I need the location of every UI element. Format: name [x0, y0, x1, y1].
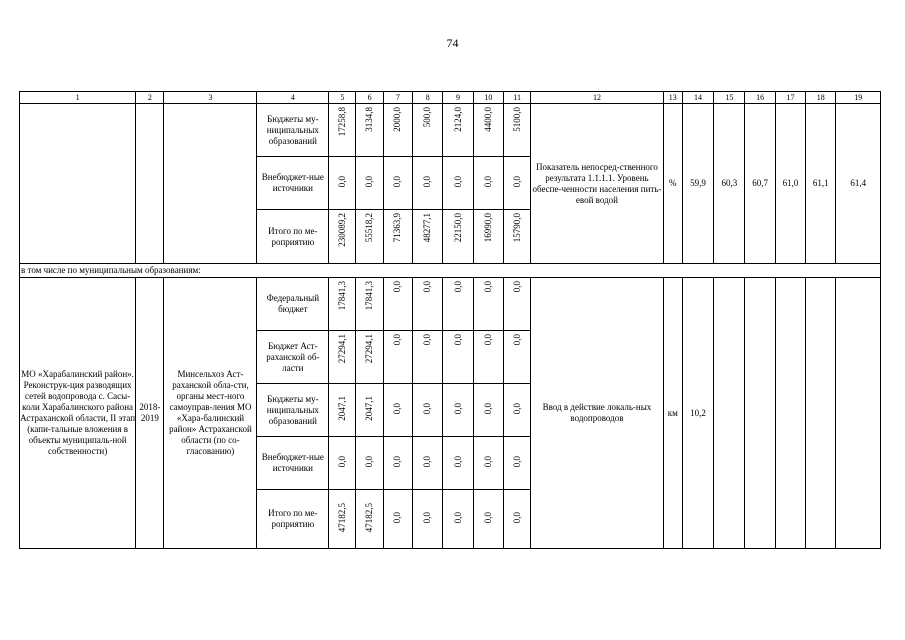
funding-value: 4400,0: [482, 107, 493, 132]
funding-value: 2047,1: [364, 396, 375, 421]
funding-value-cell: [413, 157, 443, 210]
funding-value-cell: [413, 384, 443, 437]
budget-table: [19, 91, 881, 549]
funding-value: 15790,0: [511, 213, 522, 243]
funding-value: 17841,3: [336, 281, 347, 311]
funding-value: 0,0: [452, 281, 463, 293]
funding-value: 27294,1: [364, 334, 375, 364]
funding-value-cell: [383, 278, 412, 331]
funding-value: 0,0: [511, 455, 522, 468]
column-number: 5: [329, 92, 356, 104]
indicator-target-empty: [836, 278, 881, 549]
funding-value-cell: [383, 210, 412, 264]
funding-value-cell: [329, 331, 356, 384]
column-number: 14: [682, 92, 713, 104]
funding-value: 0,0: [392, 402, 403, 415]
funding-value: 0,0: [452, 402, 463, 415]
funding-value: 0,0: [422, 402, 433, 415]
indicator-target: 61,1: [806, 104, 836, 264]
funding-value-cell: [413, 104, 443, 157]
funding-value: 0,0: [452, 511, 463, 524]
column-number: 4: [257, 92, 329, 104]
funding-value: 0,0: [511, 281, 522, 293]
funding-source: Бюджеты му-ниципальных образований: [257, 384, 329, 437]
funding-value-cell: [443, 210, 473, 264]
funding-value-cell: [473, 437, 503, 490]
column-number: 6: [356, 92, 383, 104]
indicator-target-empty: [745, 278, 775, 549]
indicator-target-empty: [714, 278, 745, 549]
funding-value: 0,0: [452, 175, 463, 188]
funding-value-cell: [329, 278, 356, 331]
funding-value-cell: [504, 104, 531, 157]
funding-value-cell: [473, 278, 503, 331]
funding-value: 0,0: [392, 175, 403, 188]
funding-value-cell: [504, 278, 531, 331]
indicator-target: 60,3: [714, 104, 745, 264]
funding-value-cell: [329, 104, 356, 157]
funding-value-cell: [504, 437, 531, 490]
funding-value-cell: [356, 104, 383, 157]
funding-value: 0,0: [482, 334, 493, 346]
funding-value-cell: [473, 490, 503, 549]
funding-value: 0,0: [422, 281, 433, 293]
funding-value-cell: [356, 384, 383, 437]
funding-value-cell: [504, 384, 531, 437]
funding-value: 47182,5: [364, 502, 375, 533]
period: 2018-2019: [136, 278, 164, 549]
funding-value: 0,0: [482, 402, 493, 415]
funding-value-cell: [443, 437, 473, 490]
funding-value: 0,0: [422, 455, 433, 468]
column-number: 2: [136, 92, 164, 104]
funding-value: 2000,0: [392, 107, 403, 132]
column-number: 15: [714, 92, 745, 104]
executor: Минсельхоз Аст-раханской обла-сти, органы мест-ного самоуправ-ления МО «Хара-балинский район» Астраханской области (по со-гласованию): [164, 278, 257, 549]
column-number: 1: [20, 92, 136, 104]
funding-value-cell: [329, 210, 356, 264]
funding-value: 2124,0: [452, 107, 463, 132]
funding-value-cell: [383, 384, 412, 437]
funding-value: 0,0: [511, 175, 522, 188]
funding-value-cell: [356, 157, 383, 210]
funding-value-cell: [356, 331, 383, 384]
funding-value-cell: [413, 437, 443, 490]
column-number: 19: [836, 92, 881, 104]
funding-value: 0,0: [364, 455, 375, 468]
funding-value-cell: [504, 331, 531, 384]
funding-value: 0,0: [364, 175, 375, 188]
funding-value: 0,0: [422, 511, 433, 524]
column-number: 18: [806, 92, 836, 104]
funding-value-cell: [356, 210, 383, 264]
funding-source: Бюджеты му-ниципальных образований: [257, 104, 329, 157]
page-number: 74: [446, 36, 459, 50]
funding-value-cell: [443, 157, 473, 210]
indicator-target: 59,9: [682, 104, 713, 264]
funding-value-cell: [473, 157, 503, 210]
column-number: 7: [383, 92, 412, 104]
funding-value-cell: [413, 331, 443, 384]
funding-value-cell: [383, 157, 412, 210]
funding-value: 0,0: [511, 402, 522, 415]
funding-value: 0,0: [482, 281, 493, 293]
funding-value: 5100,0: [511, 107, 522, 132]
funding-value: 0,0: [511, 511, 522, 524]
funding-value: 0,0: [452, 455, 463, 468]
funding-value: 16990,0: [482, 213, 493, 243]
funding-value-cell: [356, 278, 383, 331]
funding-value: 0,0: [392, 281, 403, 293]
funding-value: 0,0: [511, 334, 522, 346]
section-label: в том числе по муниципальным образованиям:: [20, 264, 881, 278]
funding-value-cell: [473, 104, 503, 157]
funding-value: 55518,2: [364, 213, 375, 243]
funding-value-cell: [329, 157, 356, 210]
funding-value: 230089,2: [336, 213, 347, 247]
indicator-unit: км: [663, 278, 682, 549]
table-row: [20, 104, 881, 157]
funding-value-cell: [443, 384, 473, 437]
funding-value-cell: [443, 331, 473, 384]
funding-value-cell: [504, 157, 531, 210]
indicator-name: Ввод в действие локаль-ных водопроводов: [531, 278, 663, 549]
funding-value-cell: [443, 490, 473, 549]
indicator-unit: %: [663, 104, 682, 264]
funding-value-cell: [443, 104, 473, 157]
column-number: 13: [663, 92, 682, 104]
indicator-target-empty: [775, 278, 805, 549]
funding-value: 0,0: [422, 175, 433, 188]
funding-value-cell: [383, 104, 412, 157]
funding-value: 47182,5: [336, 502, 347, 533]
indicator-target: 10,2: [682, 278, 713, 549]
funding-source: Внебюджет-ные источники: [257, 157, 329, 210]
column-number: 8: [413, 92, 443, 104]
funding-source: Федеральный бюджет: [257, 278, 329, 331]
funding-value: 17841,3: [364, 281, 375, 311]
funding-value-cell: [329, 490, 356, 549]
funding-value-cell: [329, 384, 356, 437]
funding-value: 0,0: [336, 175, 347, 188]
column-number: 3: [164, 92, 257, 104]
funding-source: Итого по ме-роприятию: [257, 490, 329, 549]
funding-value-cell: [473, 384, 503, 437]
indicator-target: 61,0: [775, 104, 805, 264]
activity-name-cell: [20, 104, 136, 264]
funding-value: 0,0: [452, 334, 463, 346]
funding-value: 0,0: [336, 455, 347, 468]
indicator-name: Показатель непосред-ственного результата 1.1.1.1. Уровень обеспе-ченности населения пить-евой водой: [531, 104, 663, 264]
funding-value: 0,0: [392, 334, 403, 346]
column-number: 17: [775, 92, 805, 104]
funding-value: 27294,1: [336, 334, 347, 364]
funding-value-cell: [383, 331, 412, 384]
funding-value-cell: [504, 210, 531, 264]
executor-cell: [164, 104, 257, 264]
funding-value-cell: [413, 278, 443, 331]
column-number: 11: [504, 92, 531, 104]
funding-value-cell: [413, 210, 443, 264]
funding-value: 3134,8: [364, 107, 375, 132]
funding-value: 17258,8: [336, 107, 347, 137]
activity-name: МО «Харабалинский район». Реконструк-ция разводящих сетей водопровода с. Сасы-коли Харабалинского района Астраханской области, II этап (капи-тальные вложения в объекты муниципаль-ной собственности): [20, 278, 136, 549]
funding-value: 500,0: [422, 107, 433, 128]
funding-value: 0,0: [392, 511, 403, 524]
funding-value: 0,0: [422, 334, 433, 346]
funding-value-cell: [356, 437, 383, 490]
funding-value: 0,0: [482, 455, 493, 468]
column-number: 16: [745, 92, 775, 104]
table-row: [20, 278, 881, 331]
header-row: [20, 92, 881, 104]
funding-value-cell: [504, 490, 531, 549]
section-row: [20, 264, 881, 278]
indicator-target: 61,4: [836, 104, 881, 264]
funding-value-cell: [413, 490, 443, 549]
funding-value: 22150,0: [452, 213, 463, 243]
funding-source: Бюджет Аст-раханской об-ласти: [257, 331, 329, 384]
funding-value-cell: [383, 490, 412, 549]
funding-source: Внебюджет-ные источники: [257, 437, 329, 490]
column-number: 12: [531, 92, 663, 104]
indicator-target-empty: [806, 278, 836, 549]
funding-value: 0,0: [482, 511, 493, 524]
funding-value-cell: [443, 278, 473, 331]
funding-value-cell: [473, 331, 503, 384]
funding-value-cell: [383, 437, 412, 490]
funding-value: 2047,1: [336, 396, 347, 421]
funding-value: 0,0: [482, 175, 493, 188]
column-number: 9: [443, 92, 473, 104]
indicator-target: 60,7: [745, 104, 775, 264]
funding-value: 0,0: [392, 455, 403, 468]
funding-value-cell: [473, 210, 503, 264]
period-cell: [136, 104, 164, 264]
funding-source: Итого по ме-роприятию: [257, 210, 329, 264]
funding-value-cell: [356, 490, 383, 549]
funding-value-cell: [329, 437, 356, 490]
funding-value: 48277,1: [422, 213, 433, 243]
column-number: 10: [473, 92, 503, 104]
funding-value: 71363,9: [392, 213, 403, 243]
